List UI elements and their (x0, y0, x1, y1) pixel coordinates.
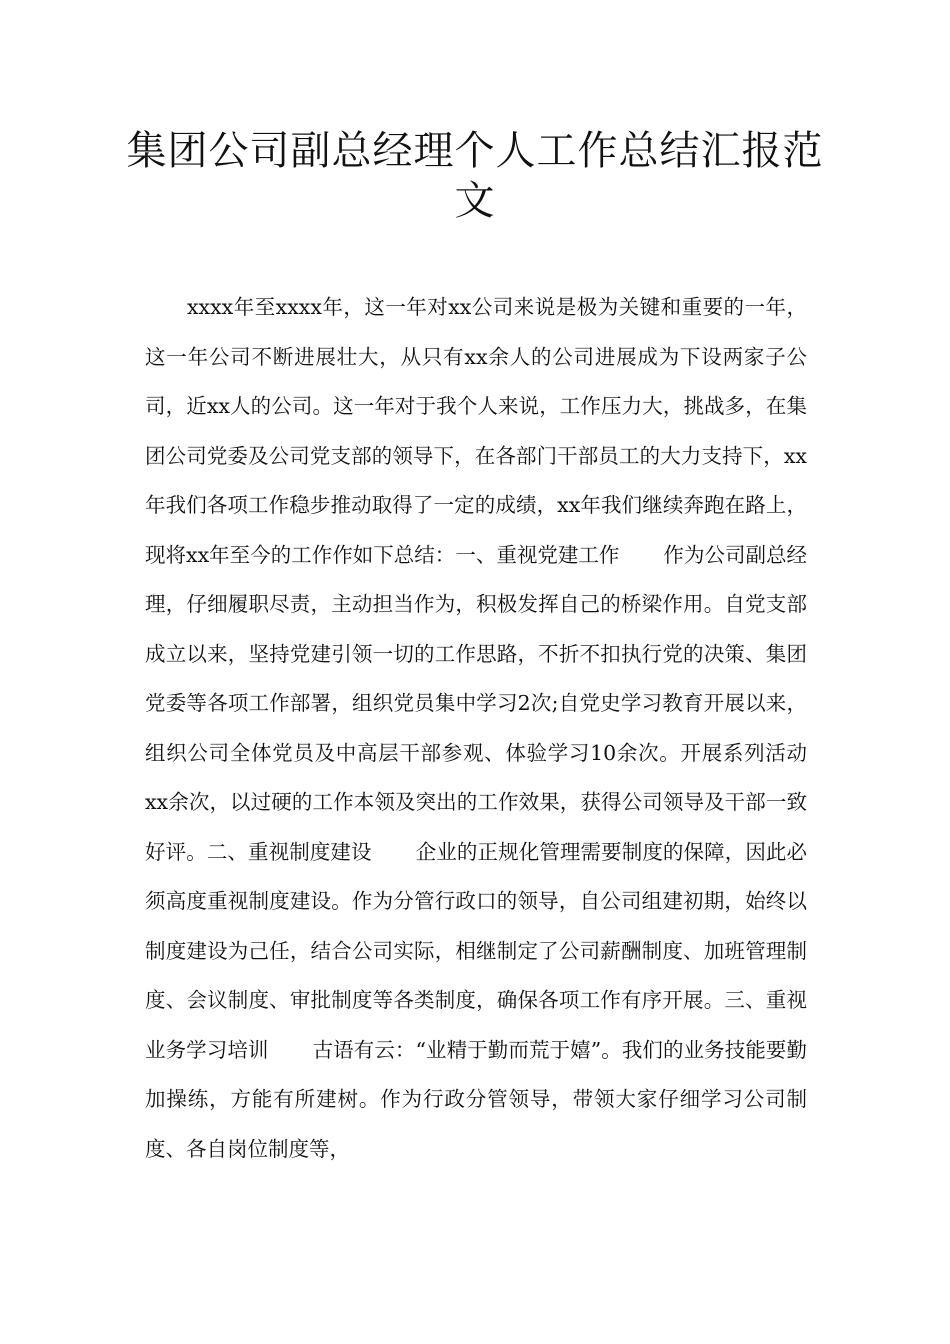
document-title: 集团公司副总经理个人工作总结汇报范文 (126, 128, 824, 224)
section-2-heading: 二、重视制度建设 (206, 839, 372, 864)
section-3-heading: 三、重视业务学习培训 (145, 988, 808, 1062)
document-body (145, 283, 807, 1174)
section-2-text: 企业的正规化管理需要制度的保障，因此必须高度重视制度建设。作为分管行政口的领导，自公司组建初期，始终以制度建设为己任，结合公司实际，相继制定了公司薪酬制度、加班管理制度、会议制度、审批制度等各类制度，确保各项工作有序开展。 (145, 839, 808, 1012)
section-3-text: 古语有云：“业精于勤而荒于嬉”。我们的业务技能要勤加操练，方能有所建树。作为行政分管领导，带领大家仔细学习公司制度、各自岗位制度等， (145, 1037, 808, 1161)
intro-paragraph: xxxx年至xxxx年，这一年对xx公司来说是极为关键和重要的一年，这一年公司不断进展壮大，从只有xx余人的公司进展成为下设两家子公司，近xx人的公司。这一年对于我个人来说，工作压力大，挑战多，在集团公司党委及公司党支部的领导下，在各部门干部员工的大力支持下，xx年我们各项工作稳步推动取得了一定的成绩，xx年我们继续奔跑在路上，现将xx年至今的工作作如下总结： (145, 295, 807, 567)
section-1-text: 作为公司副总经理，仔细履职尽责，主动担当作为，积极发挥自己的桥梁作用。自党支部成立以来，坚持党建引领一切的工作思路，不折不扣执行党的决策、集团党委等各项工作部署，组织党员集中学习2次;自党史学习教育开展以来，组织公司全体党员及中高层干部参观、体验学习10余次。开展系列活动xx余次，以过硬的工作本领及突出的工作效果，获得公司领导及干部一致好评。 (145, 542, 808, 864)
section-1-heading: 一、重视党建工作 (455, 542, 620, 567)
